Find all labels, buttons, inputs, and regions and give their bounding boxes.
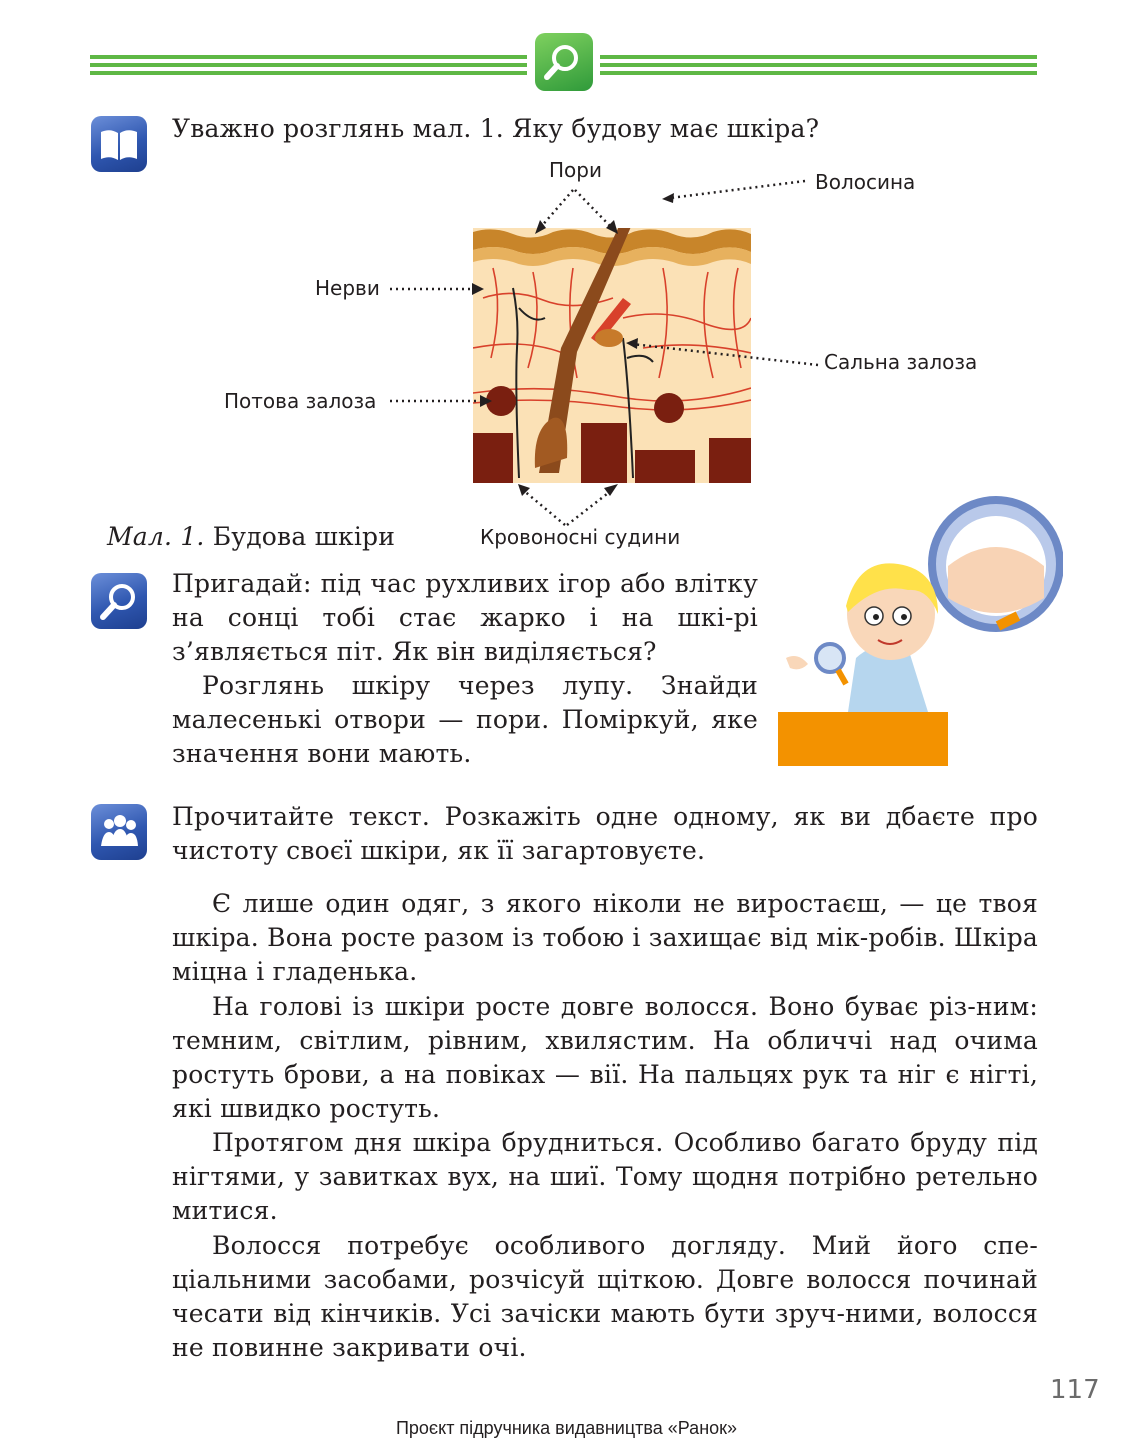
boy-with-magnifier-illustration: [778, 488, 1063, 766]
page-number: 117: [1050, 1375, 1100, 1405]
footer-text: Проєкт підручника видавництва «Ранок»: [395, 1418, 738, 1438]
reading-paragraph-4: Волосся потребує особливого догляду. Мий його спе-ціальними засобами, розчісуй щіткою. Довге волосся починай чесати від кінчиків. Усі зачіски мають бути зруч-ними, волосся не повинне закривати очі.: [172, 1231, 1038, 1362]
label-blood-vessels: Кровоносні судини: [480, 525, 681, 549]
label-pores: Пори: [549, 158, 602, 182]
group-icon: [91, 804, 147, 860]
label-sebaceous-gland: Сальна залоза: [824, 350, 978, 374]
figure-caption-number: Мал. 1.: [107, 522, 205, 551]
task2-paragraph-1: Пригадай: під час рухливих ігор або влітку на сонці тобі стає жарко і на шкі-рі з’являється піт. Як він виділяється?: [172, 569, 758, 666]
label-sweat-gland: Потова залоза: [224, 389, 377, 413]
figure-caption: [107, 520, 395, 554]
task2-paragraph-2: Розглянь шкіру через лупу. Знайди малесенькі отвори — пори. Поміркуй, яке значення вони мають.: [172, 671, 758, 768]
reading-paragraph-3: Протягом дня шкіра брудниться. Особливо багато бруду під нігтями, у завитках вух, на шиї. Тому щодня потрібно ретельно митися.: [172, 1128, 1038, 1225]
task3-text: Прочитайте текст. Розкажіть одне одному, як ви дбаєте про чистоту своєї шкіри, як її загартовуєте.: [172, 802, 1038, 865]
label-nerves: Нерви: [315, 276, 380, 300]
search-icon: [91, 573, 147, 629]
reading-paragraph-2: На голові із шкіри росте довге волосся. Воно буває різ-ним: темним, світлим, рівним, хвилястим. На обличчі над очима ростуть брови, а на повіках — вії. На пальцях рук та ніг є нігті, які швидко ростуть.: [172, 992, 1038, 1123]
label-hair: Волосина: [815, 170, 916, 194]
figure-caption-text: Будова шкіри: [212, 522, 396, 551]
reading-paragraph-1: Є лише один одяг, з якого ніколи не виростаєш, — це твоя шкіра. Вона росте разом із тобою і захищає від мік-робів. Шкіра міцна і гладенька.: [172, 889, 1038, 986]
task1-text: Уважно розглянь мал. 1. Яку будову має шкіра?: [172, 114, 820, 143]
